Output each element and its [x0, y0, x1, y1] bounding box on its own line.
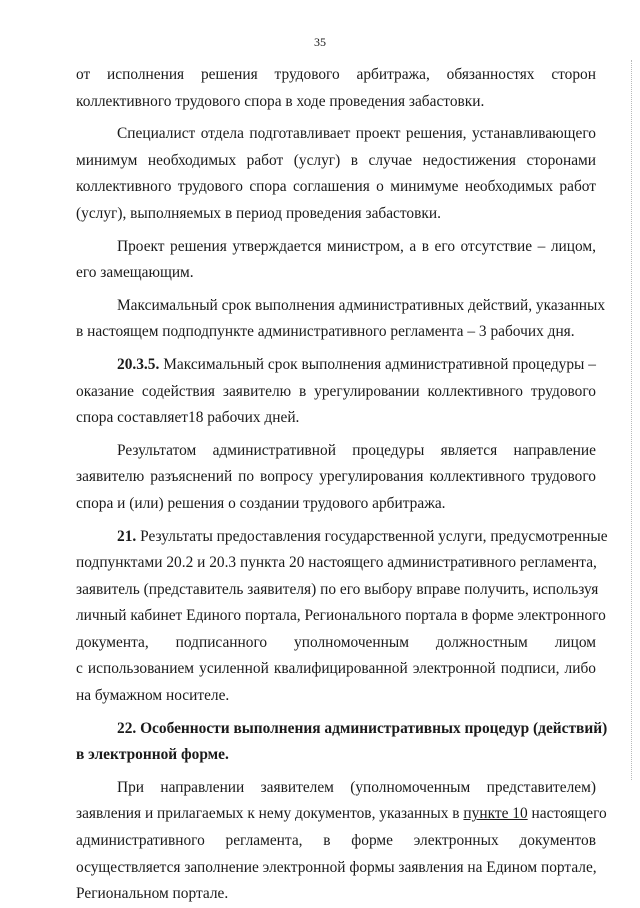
- body-line: административного регламента, в форме электронных документов: [76, 832, 596, 850]
- page-number: 35: [314, 35, 326, 49]
- body-line: спора и (или) решения о создании трудового арбитража.: [76, 494, 446, 512]
- scan-margin-marks: [629, 60, 632, 780]
- body-line: Максимальный срок выполнения административных действий, указанных: [117, 296, 606, 314]
- body-line: Региональном портале.: [76, 885, 229, 903]
- body-line: заявителю разъяснений по вопросу урегулирования коллективного трудового: [76, 468, 596, 486]
- body-text: Результаты предоставления государственной услуги, предусмотренные: [140, 527, 608, 545]
- body-line: личный кабинет Единого портала, Регионального портала в форме электронного: [76, 607, 606, 625]
- body-line: от исполнения решения трудового арбитража, обязанностях сторон: [76, 66, 596, 83]
- body-line: в настоящем подподпункте административного регламента – 3 рабочих дня.: [76, 323, 575, 341]
- section-heading: в электронной форме.: [76, 746, 229, 764]
- body-line: (услуг), выполняемых в период проведения забастовки.: [76, 204, 441, 222]
- body-line: спора составляет18 рабочих дней.: [76, 409, 300, 427]
- body-line: Результатом административной процедуры является направление: [117, 441, 596, 459]
- body-line: [76, 801, 607, 828]
- clause-number: 20.3.5.: [117, 355, 160, 373]
- body-line: коллективного трудового спора соглашения о минимуме необходимых работ: [76, 178, 596, 196]
- body-text: Максимальный срок выполнения административной процедуры –: [163, 355, 596, 373]
- body-text: настоящего: [527, 805, 607, 823]
- body-line: оказание содействия заявителю в урегулировании коллективного трудового: [76, 382, 596, 400]
- clause-reference-link[interactable]: пункте 10: [463, 805, 528, 823]
- body-line: с использованием усиленной квалифицированной электронной подписи, либо: [76, 660, 596, 678]
- body-line: Проект решения утверждается министром, а в его отсутствие – лицом,: [117, 237, 596, 255]
- section-heading: 22. Особенности выполнения административных процедур (действий): [117, 719, 608, 737]
- body-line: его замещающим.: [76, 264, 194, 282]
- body-line: документа, подписанного уполномоченным должностным лицом: [76, 633, 596, 651]
- body-line: на бумажном носителе.: [76, 687, 230, 705]
- body-line: подпунктами 20.2 и 20.3 пункта 20 настоящего административного регламента,: [76, 554, 597, 572]
- document-body: [76, 62, 608, 908]
- body-line: [76, 352, 596, 379]
- body-line: заявитель (представитель заявителя) по его выбору вправе получить, используя: [76, 580, 599, 598]
- body-line: коллективного трудового спора в ходе проведения забастовки.: [76, 92, 485, 110]
- body-text: заявления и прилагаемых к нему документов, указанных в: [76, 805, 464, 823]
- body-line: При направлении заявителем (уполномоченным представителем): [117, 778, 596, 796]
- clause-number: 21.: [117, 527, 137, 545]
- body-line: [76, 524, 608, 551]
- body-line: минимум необходимых работ (услуг) в случае недостижения сторонами: [76, 151, 596, 169]
- body-line: Специалист отдела подготавливает проект решения, устанавливающего: [117, 125, 596, 143]
- body-line: осуществляется заполнение электронной формы заявления на Едином портале,: [76, 858, 597, 876]
